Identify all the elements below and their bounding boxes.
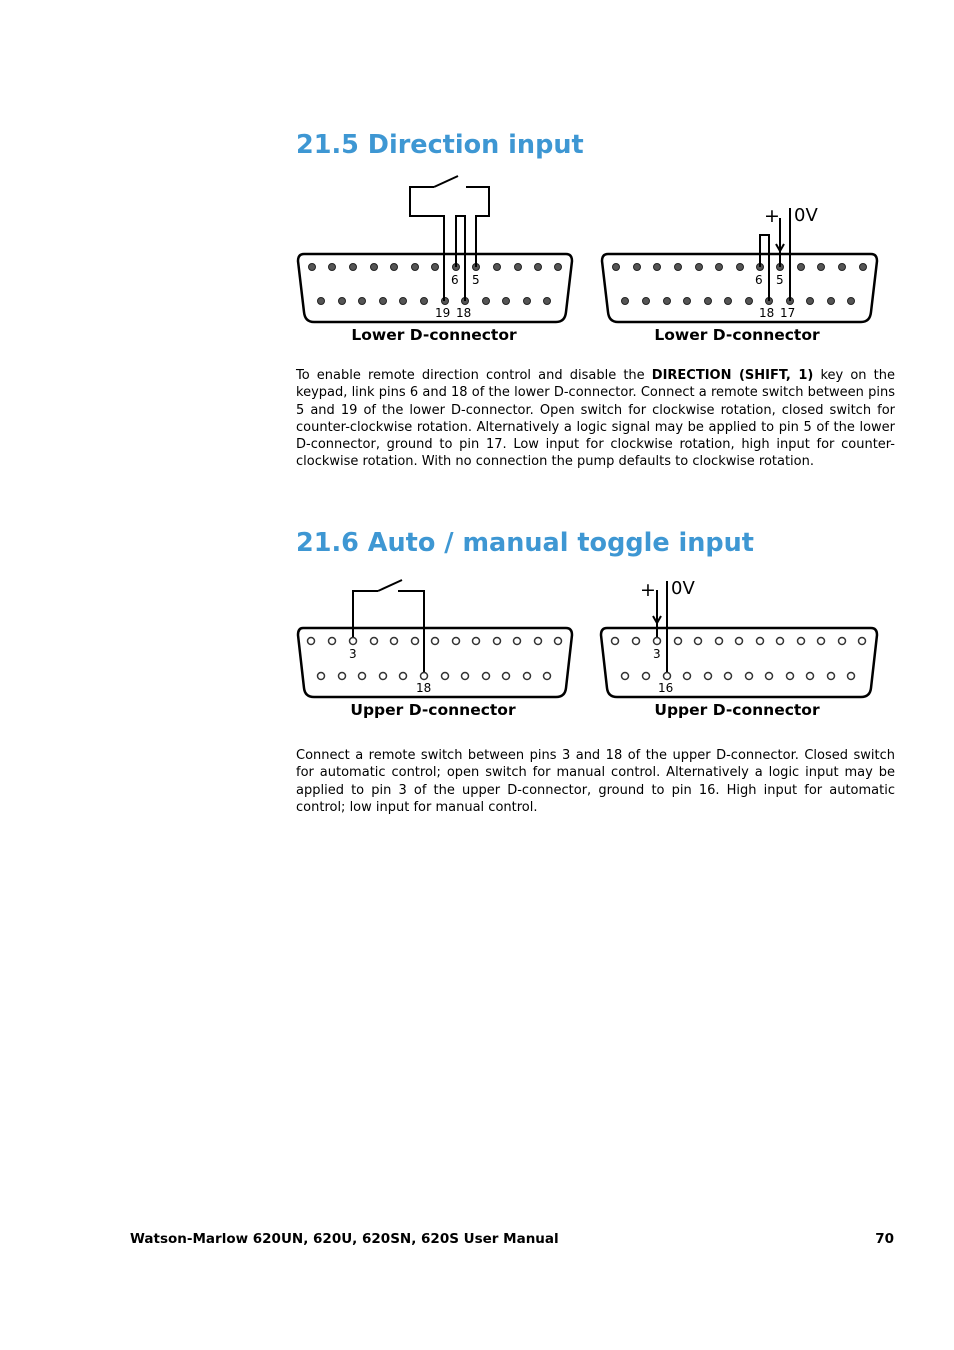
connector-label: Upper D-connector [350, 701, 516, 719]
pin-row-bottom [622, 673, 855, 680]
direction-key-name: DIRECTION (SHIFT, 1) [651, 368, 814, 383]
pin-label-16: 16 [658, 681, 674, 695]
pin-label-19: 19 [435, 306, 451, 320]
pin-label-5: 5 [776, 273, 784, 287]
right-lower-d-connector [602, 205, 877, 344]
connector-label: Lower D-connector [654, 326, 820, 344]
pin-label-18: 18 [759, 306, 775, 320]
paragraph-text-before: To enable remote direction control and disable the [296, 368, 652, 383]
pin-row-top [309, 264, 562, 271]
paragraph-text-after: key on the keypad, link pins 6 and 18 of the lower D-connector. Connect a remote switch between pins 5 and 19 of the lower D-connector. Open switch for clockwise rotation, closed switch for counter-clockwise rotation. Alternatively a logic signal may be applied to pin 5 of the lower D-connector, ground to pin 17. Low input for clockwise rotation, high input for counter-clockwise rotation. With no connection the pump defaults to clockwise rotation. [296, 368, 896, 470]
auto-manual-toggle-paragraph: Connect a remote switch between pins 3 and 18 of the upper D-connector. Closed switch for automatic control; open switch for manual control. Alternatively a logic input may be applied to pin 3 of the upper D-connector, ground to pin 16. High input for automatic control; low input for manual control. [296, 748, 895, 815]
right-upper-d-connector [601, 578, 877, 719]
pin-label-18: 18 [456, 306, 472, 320]
plus-label: + [640, 579, 656, 601]
pin-label-6: 6 [755, 273, 763, 287]
pin-label-3: 3 [349, 647, 357, 661]
section-heading-auto-manual-toggle: 21.6 Auto / manual toggle input [296, 528, 754, 558]
pin-label-5: 5 [472, 273, 480, 287]
pin-row-top [613, 264, 867, 271]
link-wire [456, 216, 465, 301]
connector-label: Upper D-connector [654, 701, 820, 719]
zero-volt-label: 0V [794, 205, 818, 226]
pin-label-3: 3 [653, 647, 661, 661]
pin-label-6: 6 [451, 273, 459, 287]
zero-volt-label: 0V [671, 578, 695, 599]
direction-input-diagram [290, 168, 890, 348]
footer-manual-title: Watson-Marlow 620UN, 620U, 620SN, 620S User Manual [130, 1231, 559, 1247]
pin-row-top [612, 638, 866, 645]
direction-input-paragraph [296, 367, 895, 471]
plus-label: + [764, 205, 780, 227]
pin-row-bottom [318, 298, 551, 305]
pin-row-top [308, 638, 562, 645]
page-number: 70 [875, 1231, 894, 1247]
pin-label-17: 17 [780, 306, 796, 320]
auto-manual-toggle-diagram [290, 572, 890, 722]
switch-wiring [353, 580, 424, 672]
connector-label: Lower D-connector [351, 326, 517, 344]
pin-row-bottom [318, 673, 551, 680]
left-lower-d-connector [298, 176, 572, 344]
section-heading-direction-input: 21.5 Direction input [296, 130, 584, 160]
pin-label-18: 18 [416, 681, 432, 695]
pin-row-bottom [622, 298, 855, 305]
left-upper-d-connector [298, 580, 572, 719]
